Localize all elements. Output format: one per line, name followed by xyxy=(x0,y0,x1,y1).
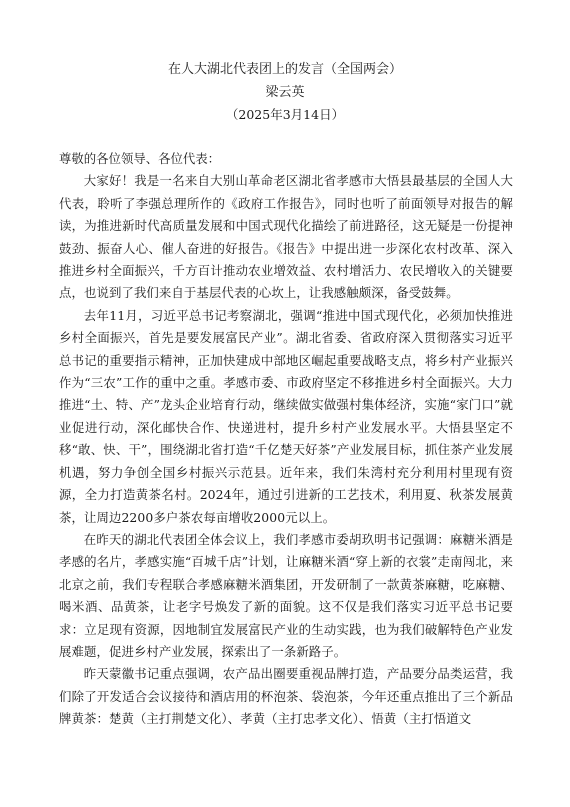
paragraph-3: 在昨天的湖北代表团全体会议上，我们孝感市委胡玖明书记强调：麻糖米酒是孝感的名片，孝感实施“百城千店”计划，让麻糖米酒“穿上新的衣裳”走南闯北，来北京之前，我们专程联合孝感麻糖米酒集团，开发研制了一款黄茶麻糖，吃麻糖、喝米酒、品黄茶，让老字号焕发了新的面貌。这不仅是我们落实习近平总书记要求：立足现有资源，因地制宜发展富民产业的生动实践，也为我们破解特色产业发展难题，促进乡村产业发展，探索出了一条新路子。 xyxy=(59,531,513,659)
paragraph-4: 昨天蒙徽书记重点强调，农产品出圈要重视品牌打造，产品要分品类运营，我们除了开发适合会议接待和酒店用的杯泡茶、袋泡茶，今年还重点推出了三个新品牌黄茶：楚黄（主打荆楚文化）、孝黄（主打忠孝文化）、悟黄（主打悟道文 xyxy=(59,666,513,727)
document-title: 在人大湖北代表团上的发言（全国两会） xyxy=(167,62,402,77)
paragraph-1: 大家好！我是一名来自大别山革命老区湖北省孝感市大悟县最基层的全国人大代表，聆听了李强总理所作的《政府工作报告》，同时也听了前面领导对报告的解读，为推进新时代高质量发展和中国式现代化描绘了前进路径，这无疑是一份提神鼓劲、振奋人心、催人奋进的好报告。《报告》中提出进一步深化农村改革、深入推进乡村全面振兴，千方百计推动农业增效益、农村增活力、农民增收入的关键要点，也说到了我们来自于基层代表的心坎上，让我感触颇深，备受鼓舞。 xyxy=(59,173,513,301)
salutation: 尊敬的各位领导、各位代表： xyxy=(59,151,221,166)
author-name: 梁云英 xyxy=(265,85,305,100)
document-body xyxy=(59,148,513,731)
speech-date: （2025年3月14日） xyxy=(225,107,345,122)
paragraph-2: 去年11月，习近平总书记考察湖北，强调“推进中国式现代化，必须加快推进乡村全面振兴，首先是要发展富民产业”。湖北省委、省政府深入贯彻落实习近平总书记的重要指示精神，正加快建成中部地区崛起重要战略支点，将乡村产业振兴作为“三农”工作的重中之重。孝感市委、市政府坚定不移推进乡村全面振兴。大力推进“土、特、产”龙头企业培育行动，继续做实做强村集体经济，实施“家门口”就业促进行动，深化邮快合作、快递进村，提升乡村产业发展水平。大悟县坚定不移“敢、快、干”，围绕湖北省打造“千亿楚天好茶”产业发展目标，抓住茶产业发展机遇，努力争创全国乡村振兴示范县。近年来，我们朱湾村充分利用村里现有资源，全力打造黄茶名村。2024年，通过引进新的工艺技术，利用夏、秋茶发展黄茶，让周边2200多户茶农每亩增收2000元以上。 xyxy=(59,307,513,525)
